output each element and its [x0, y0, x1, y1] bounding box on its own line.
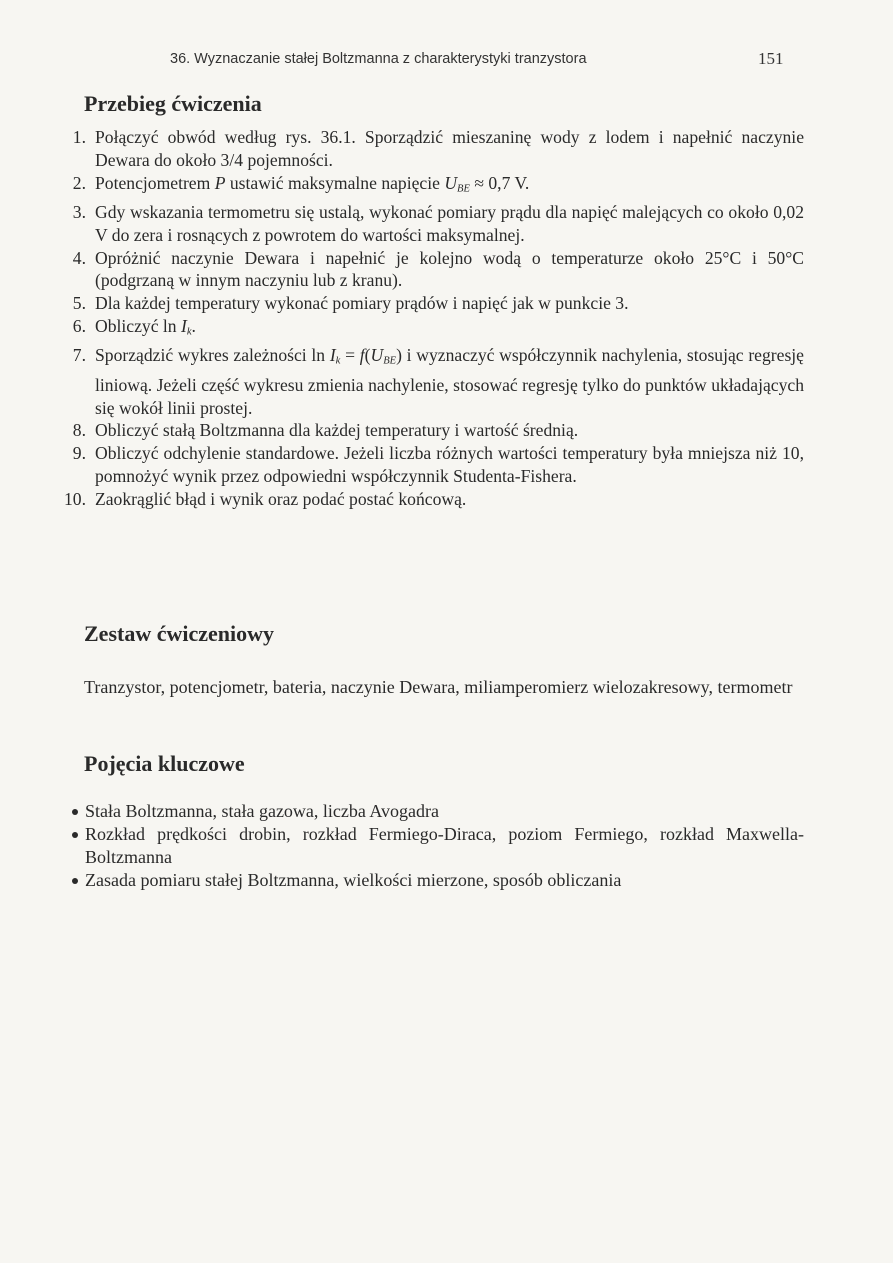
running-head: 36. Wyznaczanie stałej Boltzmanna z charakterystyki tranzystora [170, 51, 587, 67]
math-symbol: I [329, 345, 336, 366]
text-run: = [340, 345, 360, 366]
list-item [72, 442, 804, 488]
list-item [72, 315, 804, 344]
math-subscript: k [335, 356, 341, 368]
list-item [72, 126, 804, 172]
list-item [72, 201, 804, 247]
concept-text: Zasada pomiaru stałej Boltzmanna, wielkości mierzone, sposób obliczania [85, 870, 622, 890]
section-heading-concepts: Pojęcia kluczowe [84, 751, 245, 776]
step-number: 7. [72, 345, 86, 366]
page-number: 151 [758, 49, 784, 68]
section-heading-kit: Zestaw ćwiczeniowy [84, 621, 275, 646]
list-item [72, 292, 804, 315]
step-number: 9. [72, 443, 86, 464]
math-subscript: BE [383, 356, 397, 368]
math-symbol: U [444, 172, 458, 193]
list-item [64, 488, 804, 511]
step-number: 10. [64, 488, 86, 509]
step-number: 8. [72, 420, 86, 441]
list-item [72, 172, 804, 201]
math-symbol: I [180, 316, 187, 336]
bullet-icon [72, 878, 78, 884]
step-text [95, 172, 804, 201]
math-subscript: BE [457, 183, 470, 195]
step-number: 2. [72, 172, 86, 193]
section-heading-procedure: Przebieg ćwiczenia [84, 91, 262, 116]
list-item [72, 344, 804, 419]
list-item [72, 419, 804, 442]
concept-text: Stała Boltzmanna, stała gazowa, liczba Avogadra [85, 801, 440, 821]
step-text: Obliczyć stałą Boltzmanna dla każdej temperatury i wartość średnią. [95, 420, 579, 441]
step-text: Zaokrąglić błąd i wynik oraz podać postać końcową. [95, 488, 467, 509]
math-subscript: k [186, 326, 192, 338]
step-text: Gdy wskazania termometru się ustalą, wykonać pomiary prądu dla napięć malejących co około 0,02 V do zera i rosnących z powrotem do wartości maksymalnej. [95, 202, 804, 245]
step-text: Obliczyć odchylenie standardowe. Jeżeli liczba różnych wartości temperatury była mniejsza niż 10, pomnożyć wynik przez odpowiedni współczynnik Studenta-Fishera. [95, 443, 804, 487]
text-run: Obliczyć ln [95, 316, 181, 336]
text-run: ustawić maksymalne napięcie [225, 172, 445, 193]
text-run: ≈ 0,7 V. [469, 172, 530, 193]
step-text: Połączyć obwód według rys. 36.1. Sporządzić mieszaninę wody z lodem i napełnić naczynie Dewara do około 3/4 pojemności. [95, 127, 804, 170]
text-run: ( [364, 345, 371, 366]
step-text: Opróżnić naczynie Dewara i napełnić je kolejno wodą o temperaturze około 25°C i 50°C (podgrzaną w innym naczyniu lub z kranu). [95, 247, 804, 291]
step-text [95, 344, 804, 419]
text-run: Sporządzić wykres zależności ln [95, 345, 330, 366]
math-symbol: f [359, 345, 365, 366]
math-symbol: U [370, 345, 384, 366]
kit-paragraph: Tranzystor, potencjometr, bateria, naczynie Dewara, miliamperomierz wielozakresowy, termometr [84, 677, 793, 697]
step-number: 3. [72, 202, 86, 223]
math-symbol: P [214, 172, 226, 193]
step-text [95, 315, 804, 344]
text-run: i wyznaczyć współczynnik nachylenia, stosując regresję liniową. Jeżeli część wykresu zmienia nachylenie, stosować regresję tylko do punktów układających się wokół linii prostej. [95, 345, 804, 418]
concept-text: Rozkład prędkości drobin, rozkład Fermiego-Diraca, poziom Fermiego, rozkład Maxwella-Boltzmanna [85, 824, 804, 867]
key-concepts-list [72, 800, 804, 892]
step-text: Dla każdej temperatury wykonać pomiary prądów i napięć jak w punkcie 3. [95, 293, 629, 314]
step-number: 4. [72, 247, 86, 268]
list-item [72, 247, 804, 293]
step-number: 5. [72, 293, 86, 314]
step-number: 1. [72, 127, 86, 147]
step-number: 6. [72, 316, 86, 336]
bullet-icon [72, 832, 78, 838]
list-item [72, 800, 804, 823]
text-run: Potencjometrem [95, 172, 215, 193]
bullet-icon [72, 809, 78, 815]
text-run: ) [396, 345, 402, 366]
procedure-steps [64, 126, 804, 511]
text-run: . [191, 316, 196, 336]
list-item [72, 823, 804, 869]
list-item [72, 869, 804, 892]
